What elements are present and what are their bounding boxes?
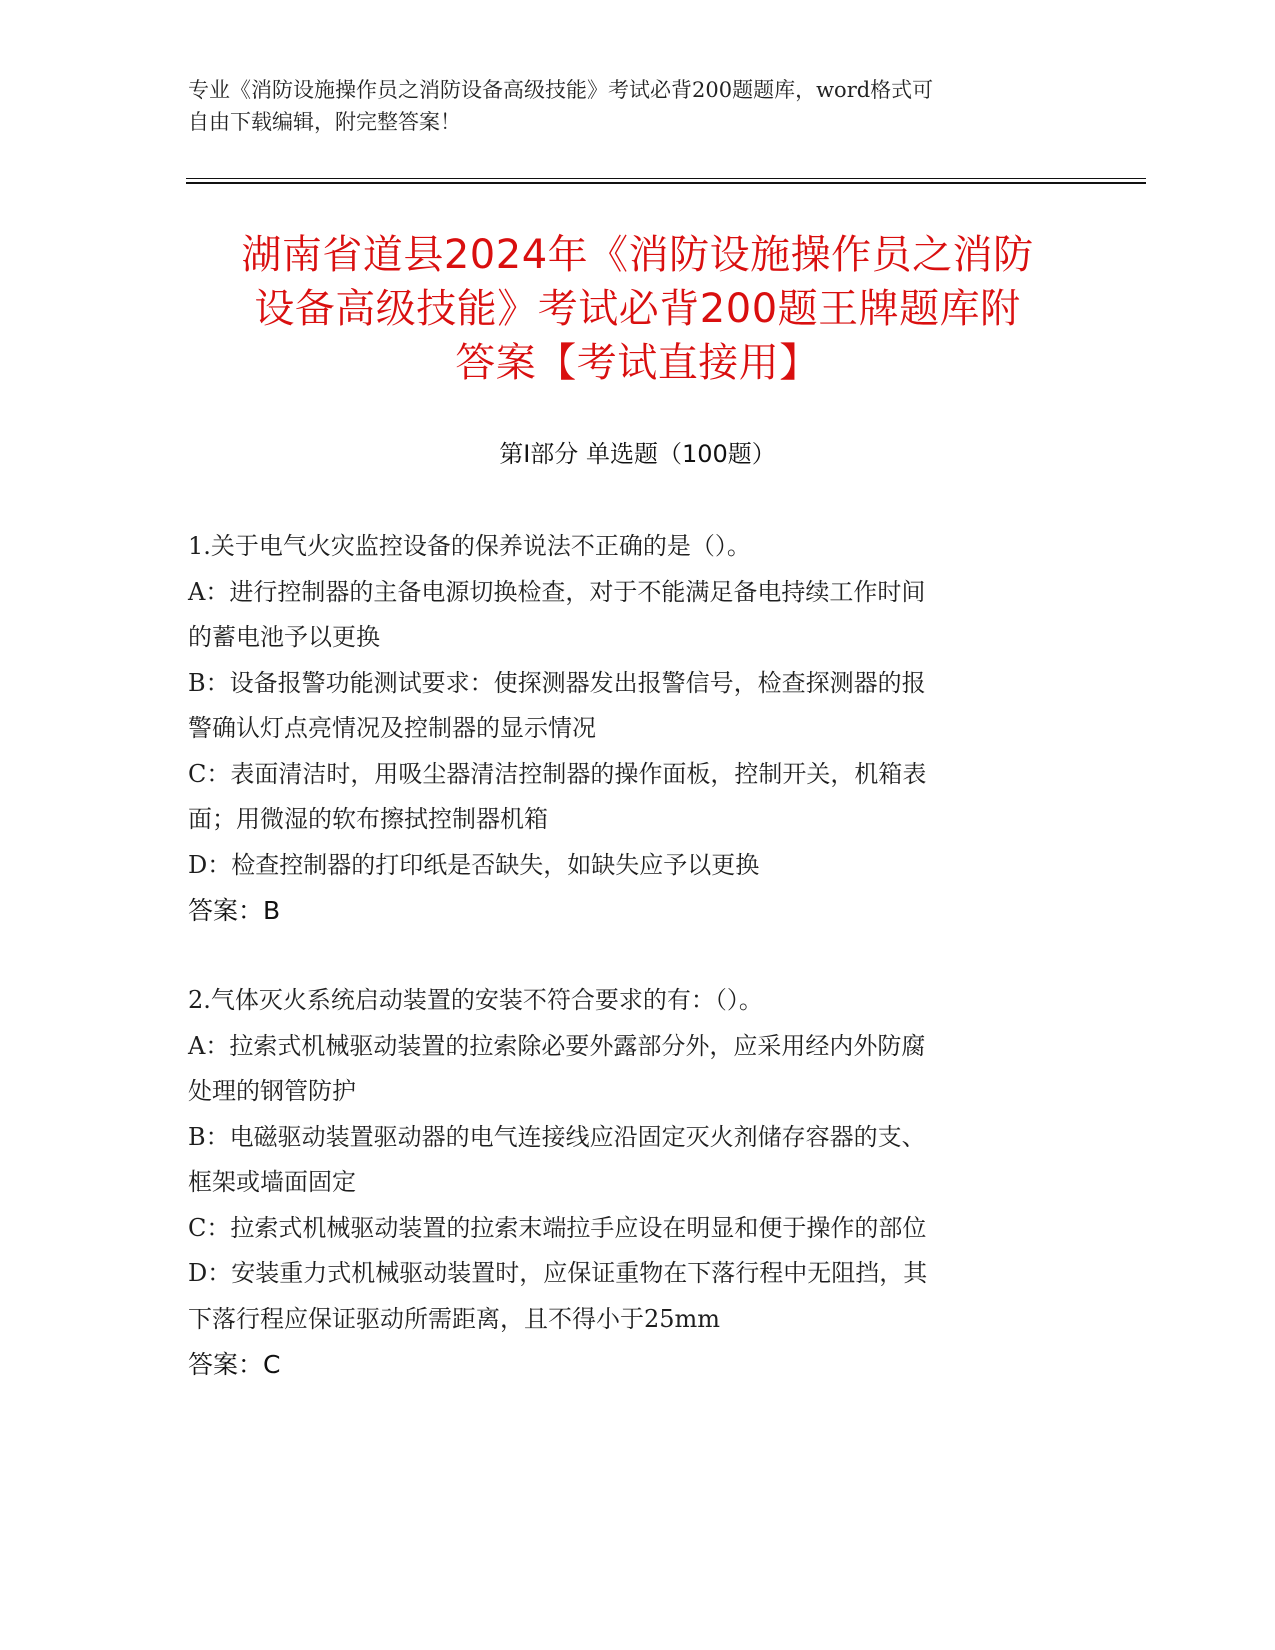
option-a: A：进行控制器的主备电源切换检查，对于不能满足备电持续工作时间 — [188, 577, 926, 606]
document-title — [180, 228, 1095, 390]
option-b-continued: 框架或墙面固定 — [188, 1168, 356, 1196]
title-line: 答案【考试直接用】 — [455, 340, 820, 386]
option-d: D：检查控制器的打印纸是否缺失，如缺失应予以更换 — [188, 850, 760, 879]
option-c: C：表面清洁时，用吸尘器清洁控制器的操作面板，控制开关，机箱表 — [188, 759, 927, 788]
question-stem: 2.气体灭火系统启动装置的安装不符合要求的有：（）。 — [188, 986, 763, 1014]
header-divider-thick — [186, 182, 1146, 184]
option-a-continued: 的蓄电池予以更换 — [188, 623, 380, 651]
option-c: C：拉索式机械驱动装置的拉索末端拉手应设在明显和便于操作的部位 — [188, 1213, 927, 1242]
option-d-continued: 下落行程应保证驱动所需距离，且不得小于25mm — [188, 1304, 721, 1333]
section-heading: 第I部分 单选题（100题） — [499, 440, 776, 468]
question-block — [188, 978, 1068, 1388]
option-b-continued: 警确认灯点亮情况及控制器的显示情况 — [188, 714, 596, 742]
title-line: 设备高级技能》考试必背200题王牌题库附 — [254, 286, 1021, 332]
header-divider-thin — [186, 178, 1146, 179]
header-note — [188, 74, 1088, 138]
title-line: 湖南省道县2024年《消防设施操作员之消防 — [241, 232, 1034, 278]
option-a-continued: 处理的钢管防护 — [188, 1077, 356, 1105]
answer-label: 答案：B — [188, 896, 281, 925]
option-d: D：安装重力式机械驱动装置时，应保证重物在下落行程中无阻挡，其 — [188, 1259, 928, 1287]
option-a: A：拉索式机械驱动装置的拉索除必要外露部分外，应采用经内外防腐 — [188, 1031, 926, 1060]
header-note-line: 自由下载编辑，附完整答案！ — [188, 110, 461, 134]
option-b: B：电磁驱动装置驱动器的电气连接线应沿固定灭火剂储存容器的支、 — [188, 1122, 926, 1151]
header-note-line: 专业《消防设施操作员之消防设备高级技能》考试必背200题题库，word格式可 — [188, 78, 934, 102]
option-c-continued: 面；用微湿的软布擦拭控制器机箱 — [188, 805, 548, 833]
answer-label: 答案：C — [188, 1350, 281, 1379]
option-b: B：设备报警功能测试要求：使探测器发出报警信号，检查探测器的报 — [188, 668, 926, 697]
question-stem: 1.关于电气火灾监控设备的保养说法不正确的是（）。 — [188, 532, 751, 560]
question-block — [188, 524, 1068, 934]
